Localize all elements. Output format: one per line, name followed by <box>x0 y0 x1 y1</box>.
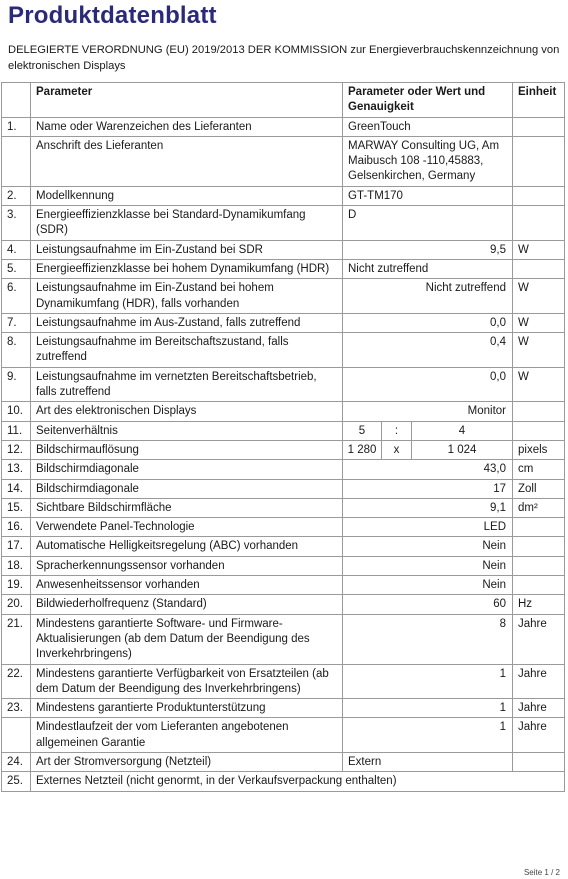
row-value-separator: x <box>382 440 412 459</box>
table-row <box>2 186 565 205</box>
row-value: 9,1 <box>343 498 513 517</box>
table-row <box>2 518 565 537</box>
row-parameter: Mindestens garantierte Verfügbarkeit von Ersatzteilen (ab dem Datum der Beendigung des Inverkehrbringens) <box>31 664 343 699</box>
row-number: 1. <box>2 117 31 136</box>
row-unit: Jahre <box>513 614 565 664</box>
header-nr <box>2 83 31 118</box>
row-number: 10. <box>2 402 31 421</box>
row-value: Nicht zutreffend <box>343 259 513 278</box>
row-unit <box>513 421 565 440</box>
row-parameter: Energieeffizienzklasse bei Standard-Dynamikumfang (SDR) <box>31 206 343 241</box>
header-unit: Einheit <box>513 83 565 118</box>
regulation-subtitle: DELEGIERTE VERORDNUNG (EU) 2019/2013 DER KOMMISSION zur Energieverbrauchskennzeichnung von elektronischen Displays <box>8 44 560 72</box>
row-value-first: 1 280 <box>343 440 382 459</box>
row-value-separator: : <box>382 421 412 440</box>
row-number: 16. <box>2 518 31 537</box>
row-parameter: Bildwiederholfrequenz (Standard) <box>31 595 343 614</box>
row-number: 9. <box>2 367 31 402</box>
row-parameter: Externes Netzteil (nicht genormt, in der Verkaufsverpackung enthalten) <box>31 772 565 791</box>
row-parameter: Automatische Helligkeitsregelung (ABC) vorhanden <box>31 537 343 556</box>
row-unit <box>513 117 565 136</box>
row-parameter: Art der Stromversorgung (Netzteil) <box>31 752 343 771</box>
row-parameter: Leistungsaufnahme im Aus-Zustand, falls zutreffend <box>31 313 343 332</box>
header-value: Parameter oder Wert und Genauigkeit <box>343 83 513 118</box>
row-value: LED <box>343 518 513 537</box>
row-number: 21. <box>2 614 31 664</box>
row-parameter: Verwendete Panel-Technologie <box>31 518 343 537</box>
row-value: 43,0 <box>343 460 513 479</box>
row-number: 17. <box>2 537 31 556</box>
row-number: 12. <box>2 440 31 459</box>
row-unit: W <box>513 279 565 314</box>
row-number: 5. <box>2 259 31 278</box>
row-parameter: Bildschirmdiagonale <box>31 460 343 479</box>
table-row <box>2 136 565 186</box>
row-parameter: Mindestens garantierte Produktunterstützung <box>31 699 343 718</box>
table-row <box>2 313 565 332</box>
row-parameter: Sichtbare Bildschirmfläche <box>31 498 343 517</box>
row-unit: Jahre <box>513 664 565 699</box>
page-title: Produktdatenblatt <box>8 2 217 29</box>
row-unit: W <box>513 240 565 259</box>
row-number: 23. <box>2 699 31 718</box>
row-unit: Jahre <box>513 718 565 753</box>
row-value: Nein <box>343 537 513 556</box>
row-number: 8. <box>2 333 31 368</box>
row-parameter: Name oder Warenzeichen des Lieferanten <box>31 117 343 136</box>
row-number: 3. <box>2 206 31 241</box>
table-row <box>2 402 565 421</box>
row-number: 19. <box>2 576 31 595</box>
row-number <box>2 718 31 753</box>
row-number: 25. <box>2 772 31 791</box>
table-row <box>2 718 565 753</box>
table-row <box>2 259 565 278</box>
row-parameter: Bildschirmauflösung <box>31 440 343 459</box>
row-number: 14. <box>2 479 31 498</box>
table-row <box>2 752 565 771</box>
row-parameter: Bildschirmdiagonale <box>31 479 343 498</box>
table-row <box>2 556 565 575</box>
row-parameter: Anwesenheitssensor vorhanden <box>31 576 343 595</box>
row-parameter: Energieeffizienzklasse bei hohem Dynamikumfang (HDR) <box>31 259 343 278</box>
table-row <box>2 614 565 664</box>
page-number: Seite 1 / 2 <box>523 868 560 877</box>
row-unit <box>513 186 565 205</box>
row-unit: pixels <box>513 440 565 459</box>
table-row <box>2 460 565 479</box>
row-parameter: Mindestlaufzeit der vom Lieferanten angebotenen allgemeinen Garantie <box>31 718 343 753</box>
table-row <box>2 595 565 614</box>
table-row <box>2 279 565 314</box>
row-unit <box>513 752 565 771</box>
row-unit <box>513 518 565 537</box>
row-value: 1 <box>343 699 513 718</box>
row-unit <box>513 556 565 575</box>
row-value-second: 1 024 <box>412 440 513 459</box>
row-parameter: Mindestens garantierte Software- und Firmware-Aktualisierungen (ab dem Datum der Beendigung des Inverkehrbringens) <box>31 614 343 664</box>
row-value-second: 4 <box>412 421 513 440</box>
row-number: 2. <box>2 186 31 205</box>
table-body <box>2 117 565 791</box>
row-value: 60 <box>343 595 513 614</box>
row-unit: W <box>513 333 565 368</box>
row-value: 8 <box>343 614 513 664</box>
row-number: 20. <box>2 595 31 614</box>
table-row <box>2 664 565 699</box>
row-unit: W <box>513 313 565 332</box>
table-row <box>2 421 565 440</box>
row-parameter: Leistungsaufnahme im Ein-Zustand bei SDR <box>31 240 343 259</box>
row-unit: Zoll <box>513 479 565 498</box>
row-value: GT-TM170 <box>343 186 513 205</box>
row-value: Extern <box>343 752 513 771</box>
row-parameter: Art des elektronischen Displays <box>31 402 343 421</box>
row-unit: cm <box>513 460 565 479</box>
table-row <box>2 440 565 459</box>
row-parameter: Leistungsaufnahme im vernetzten Bereitschaftsbetrieb, falls zutreffend <box>31 367 343 402</box>
row-value: Nein <box>343 556 513 575</box>
row-unit <box>513 402 565 421</box>
row-number <box>2 136 31 186</box>
row-parameter: Modellkennung <box>31 186 343 205</box>
row-value: 0,0 <box>343 367 513 402</box>
row-unit <box>513 576 565 595</box>
row-number: 11. <box>2 421 31 440</box>
row-parameter: Spracherkennungssensor vorhanden <box>31 556 343 575</box>
row-value: Nicht zutreffend <box>343 279 513 314</box>
row-value: GreenTouch <box>343 117 513 136</box>
row-unit <box>513 259 565 278</box>
row-number: 15. <box>2 498 31 517</box>
row-value: 1 <box>343 718 513 753</box>
row-number: 13. <box>2 460 31 479</box>
table-row <box>2 367 565 402</box>
row-value: 1 <box>343 664 513 699</box>
row-parameter: Leistungsaufnahme im Ein-Zustand bei hohem Dynamikumfang (HDR), falls vorhanden <box>31 279 343 314</box>
table-row <box>2 333 565 368</box>
row-value: D <box>343 206 513 241</box>
row-value: Nein <box>343 576 513 595</box>
row-number: 6. <box>2 279 31 314</box>
table-row <box>2 576 565 595</box>
table-row <box>2 479 565 498</box>
row-number: 7. <box>2 313 31 332</box>
row-unit: dm² <box>513 498 565 517</box>
row-parameter: Anschrift des Lieferanten <box>31 136 343 186</box>
header-parameter: Parameter <box>31 83 343 118</box>
row-unit: Jahre <box>513 699 565 718</box>
row-number: 18. <box>2 556 31 575</box>
table-row <box>2 772 565 791</box>
row-unit <box>513 206 565 241</box>
row-number: 24. <box>2 752 31 771</box>
table-header-row <box>2 83 565 118</box>
row-value: 9,5 <box>343 240 513 259</box>
row-value-first: 5 <box>343 421 382 440</box>
row-unit <box>513 136 565 186</box>
row-unit: W <box>513 367 565 402</box>
row-number: 4. <box>2 240 31 259</box>
row-number: 22. <box>2 664 31 699</box>
product-data-table <box>1 82 565 792</box>
row-unit: Hz <box>513 595 565 614</box>
row-parameter: Leistungsaufnahme im Bereitschaftszustand, falls zutreffend <box>31 333 343 368</box>
row-value: 0,4 <box>343 333 513 368</box>
row-value: 0,0 <box>343 313 513 332</box>
row-value: Monitor <box>343 402 513 421</box>
table-row <box>2 240 565 259</box>
table-row <box>2 537 565 556</box>
table-row <box>2 117 565 136</box>
table-row <box>2 699 565 718</box>
row-parameter: Seitenverhältnis <box>31 421 343 440</box>
row-unit <box>513 537 565 556</box>
table-row <box>2 498 565 517</box>
row-value: 17 <box>343 479 513 498</box>
row-value: MARWAY Consulting UG, Am Maibusch 108 -110,45883, Gelsenkirchen, Germany <box>343 136 513 186</box>
table-row <box>2 206 565 241</box>
